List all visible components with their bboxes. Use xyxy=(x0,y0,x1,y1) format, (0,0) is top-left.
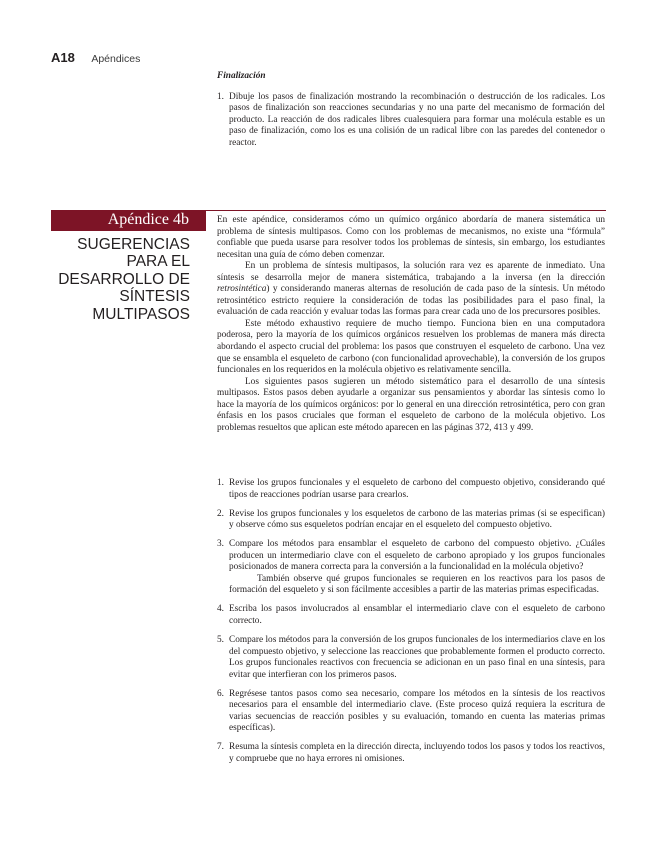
paragraph: Los siguientes pasos sugieren un método sistemático para el desarrollo de una síntesis multipasos. Estos pasos deben ayudarle a organizar sus pensamientos y abordar las síntesis como lo hace la mayoría de los químicos orgánicos: por lo general en una dirección retrosintética, pero con gran énfasis en los pasos cruciales que forman el esqueleto de carbono de la molécula objetivo. Los problemas resueltos que aplican este método aparecen en las páginas 372, 413 y 499. xyxy=(217,376,605,433)
title-line: SÍNTESIS xyxy=(119,288,190,306)
appendix-rule xyxy=(206,210,606,211)
paragraph: Este método exhaustivo requiere de mucho tiempo. Funciona bien en una computadora poderosa, pero la mayoría de los químicos orgánicos resuelven los problemas de manera más directa abordando el aspecto crucial del problema: los pasos que construyen el esqueleto de carbono. Una vez que se ensambla el esqueleto de carbono (con funcionalidad aprovechable), la conversión de los grupos funcionales en los requeridos en la molécula objetivo es relativamente sencilla. xyxy=(217,318,605,376)
item-text: Revise los grupos funcionales y los esqueletos de carbono de las materias primas (si se especifican) y observe cómo sus esqueletos podrían encajar en el esqueleto del compuesto objetivo. xyxy=(229,508,605,531)
item-number: 2. xyxy=(217,508,224,519)
item-text: Resuma la síntesis completa en la dirección directa, incluyendo todos los pasos y todos los reactivos, y compruebe que no haya errores ni omisiones. xyxy=(229,742,605,764)
list-item xyxy=(217,604,605,627)
text-run: En un problema de síntesis multipasos, la solución rara vez es aparente de inmediato. Una síntesis se desarrolla mejor de manera sistemática, trabajando a la inversa (en la dirección xyxy=(217,261,605,283)
title-line: MULTIPASOS xyxy=(92,305,190,323)
page-number: A18 xyxy=(51,50,75,65)
list-item xyxy=(217,689,605,735)
item-number: 4. xyxy=(217,604,224,615)
paragraph: En este apéndice, consideramos cómo un químico orgánico abordaría de manera sistemática un problema de síntesis multipasos. Como con los problemas de mecanismos, no existe una “fórmula” confiable que pueda usarse para resolver todos los problemas de síntesis, sin embargo, los estudiantes necesitan una guía de cómo deben comenzar. xyxy=(217,215,605,260)
body-text xyxy=(217,215,605,434)
title-line: SUGERENCIAS xyxy=(77,236,190,253)
item-text: Escriba los pasos involucrados al ensamblar el intermediario clave con el esqueleto de carbono correcto. xyxy=(229,604,605,626)
finalization-section xyxy=(217,71,605,150)
list-item xyxy=(217,92,605,150)
running-head xyxy=(51,49,140,67)
steps-list xyxy=(217,478,605,773)
item-text: Regrésese tantos pasos como sea necesario, compare los métodos en la síntesis de los reactivos necesarios para el ensamble del intermediario clave. (Este proceso quizá requiera la escritura de varias secuencias de reacción posibles y su evaluación, tomando en cuenta las materias primas específicas). xyxy=(229,688,605,734)
item-text: Revise los grupos funcionales y el esqueleto de carbono del compuesto objetivo, considerando qué tipos de reacciones podrían usarse para crearlos. xyxy=(229,478,605,500)
appendix-label-bar xyxy=(51,210,206,231)
finalization-list xyxy=(217,92,605,150)
item-number: 6. xyxy=(217,688,224,699)
item-number: 3. xyxy=(217,539,224,550)
item-text: Compare los métodos para la conversión de los grupos funcionales de los intermediarios clave en los del compuesto objetivo, y seleccione las reacciones que probablemente formen el producto correcto. Los grupos funcionales reactivos con frecuencia se adicionan en un paso final en una síntesis, para evitar que interfieran con los primeros pasos. xyxy=(229,635,605,680)
list-item xyxy=(217,635,605,681)
list-item xyxy=(217,509,605,532)
item-number: 1. xyxy=(217,91,224,102)
item-subtext: También observe qué grupos funcionales se requieren en los reactivos para los pasos de formación del esqueleto y si son fácilmente accesibles a partir de las materias primas especificadas. xyxy=(229,573,605,596)
appendix-label: Apéndice 4b xyxy=(107,211,189,228)
text-run: ) y considerando maneras alternas de resolución de cada paso de la síntesis. Un método retrosintético estricto requiere la consideración de todas las posibilidades para el paso final, la evaluación de cada reacción y evaluar todas las formas para crear cada uno de los precursores posibles. xyxy=(217,284,605,318)
item-text: Dibuje los pasos de finalización mostrando la recombinación o destrucción de los radicales. Los pasos de finalización son reacciones secundarias y no una parte del mecanismo de formación del producto. La reacción de dos radicales libres cualesquiera para formar una molécula estable es un paso de finalización, como los es una colisión de un radical libre con las paredes del contenedor o reactor. xyxy=(229,91,605,148)
item-number: 7. xyxy=(217,742,224,753)
title-line: PARA EL xyxy=(126,253,190,271)
appendix-title xyxy=(51,236,190,323)
paragraph xyxy=(217,261,605,319)
item-number: 5. xyxy=(217,635,224,646)
item-text: Compare los métodos para ensamblar el esqueleto de carbono del compuesto objetivo. ¿Cuáles producen un intermediario clave con el esqueleto de carbono apropiado y los grupos funcionales posicionados de manera correcta para la conversión a la funcionalidad en la molécula objetivo? xyxy=(229,539,605,573)
item-number: 1. xyxy=(217,478,224,488)
list-item xyxy=(217,478,605,501)
section-label: Apéndices xyxy=(91,53,141,65)
finalization-heading: Finalización xyxy=(217,71,266,81)
italic-term: retrosintética xyxy=(217,284,267,295)
title-line: DESARROLLO DE xyxy=(58,270,190,288)
list-item xyxy=(217,539,605,597)
list-item xyxy=(217,742,605,765)
